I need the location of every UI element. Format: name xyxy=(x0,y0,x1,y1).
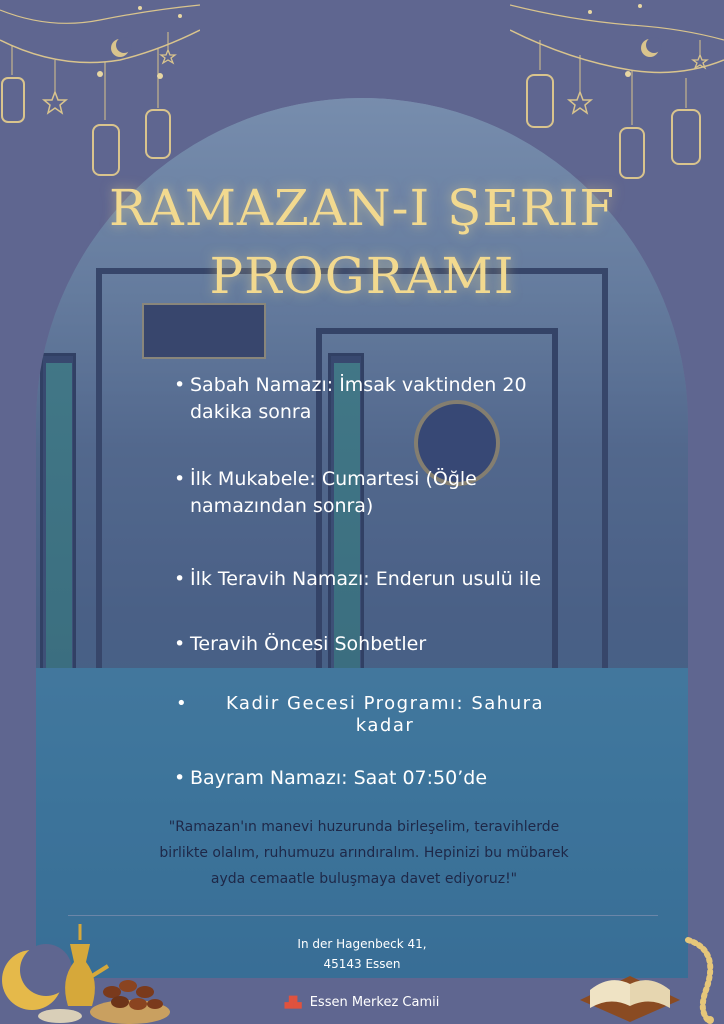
title-line-2: PROGRAMI xyxy=(209,247,515,305)
garland-left xyxy=(0,0,200,200)
bullet: • xyxy=(174,374,186,396)
ramadan-food-illustration xyxy=(0,920,175,1024)
lantern-icon xyxy=(620,70,644,178)
list-item: • Kadir Gecesi Programı: Sahura kadar xyxy=(176,693,545,736)
lantern-icon xyxy=(672,78,700,164)
lantern-icon xyxy=(93,62,119,175)
star-icon xyxy=(44,60,66,113)
coffee-pot-icon xyxy=(65,924,108,1006)
dates-bowl-icon xyxy=(90,980,170,1024)
garland-right xyxy=(510,0,724,200)
address-city: 45143 Essen xyxy=(323,957,401,971)
bullet: • xyxy=(174,767,186,789)
list-item: • Teravih Öncesi Sohbetler xyxy=(190,631,610,658)
prayer-beads-icon xyxy=(688,940,714,1024)
bullet: • xyxy=(176,693,189,714)
invitation-quote: "Ramazan'ın manevi huzurunda birleşelim, teravihlerde birlikte olalım, ruhumuzu arındıralım. Hepinizi bu mübarek ayda cemaatle buluşmaya davet ediyoruz!" xyxy=(159,819,569,887)
star-icon xyxy=(161,32,175,63)
crescent-moon-icon xyxy=(111,37,132,57)
bullet: • xyxy=(174,568,186,590)
lantern-icon xyxy=(2,45,24,122)
quran-illustration xyxy=(570,930,724,1024)
bullet: • xyxy=(174,633,186,655)
lantern-icon xyxy=(146,48,170,158)
star-icon xyxy=(693,40,707,68)
title-line-1: RAMAZAN-I ŞERIF xyxy=(108,179,616,237)
quran-book-icon xyxy=(580,976,680,1022)
divider xyxy=(68,915,658,916)
list-item: • İlk Teravih Namazı: Enderun usulü ile xyxy=(190,566,610,593)
bullet: • xyxy=(174,468,186,490)
list-item: • Sabah Namazı: İmsak vaktinden 20 dakika sonra xyxy=(174,374,527,423)
mosque-name: Essen Merkez Camii xyxy=(309,995,440,1010)
list-item: • Bayram Namazı: Saat 07:50’de xyxy=(190,765,610,792)
star-icon xyxy=(569,55,591,113)
crescent-moon-icon xyxy=(2,944,72,1010)
list-item: • İlk Mukabele: Cumartesi (Öğle namazından sonra) xyxy=(174,468,477,517)
address-street: In der Hagenbeck 41, xyxy=(297,937,427,951)
crescent-moon-icon xyxy=(641,37,662,57)
mosque-logo-icon: ▟▙ xyxy=(284,996,302,1009)
lantern-icon xyxy=(527,40,553,127)
